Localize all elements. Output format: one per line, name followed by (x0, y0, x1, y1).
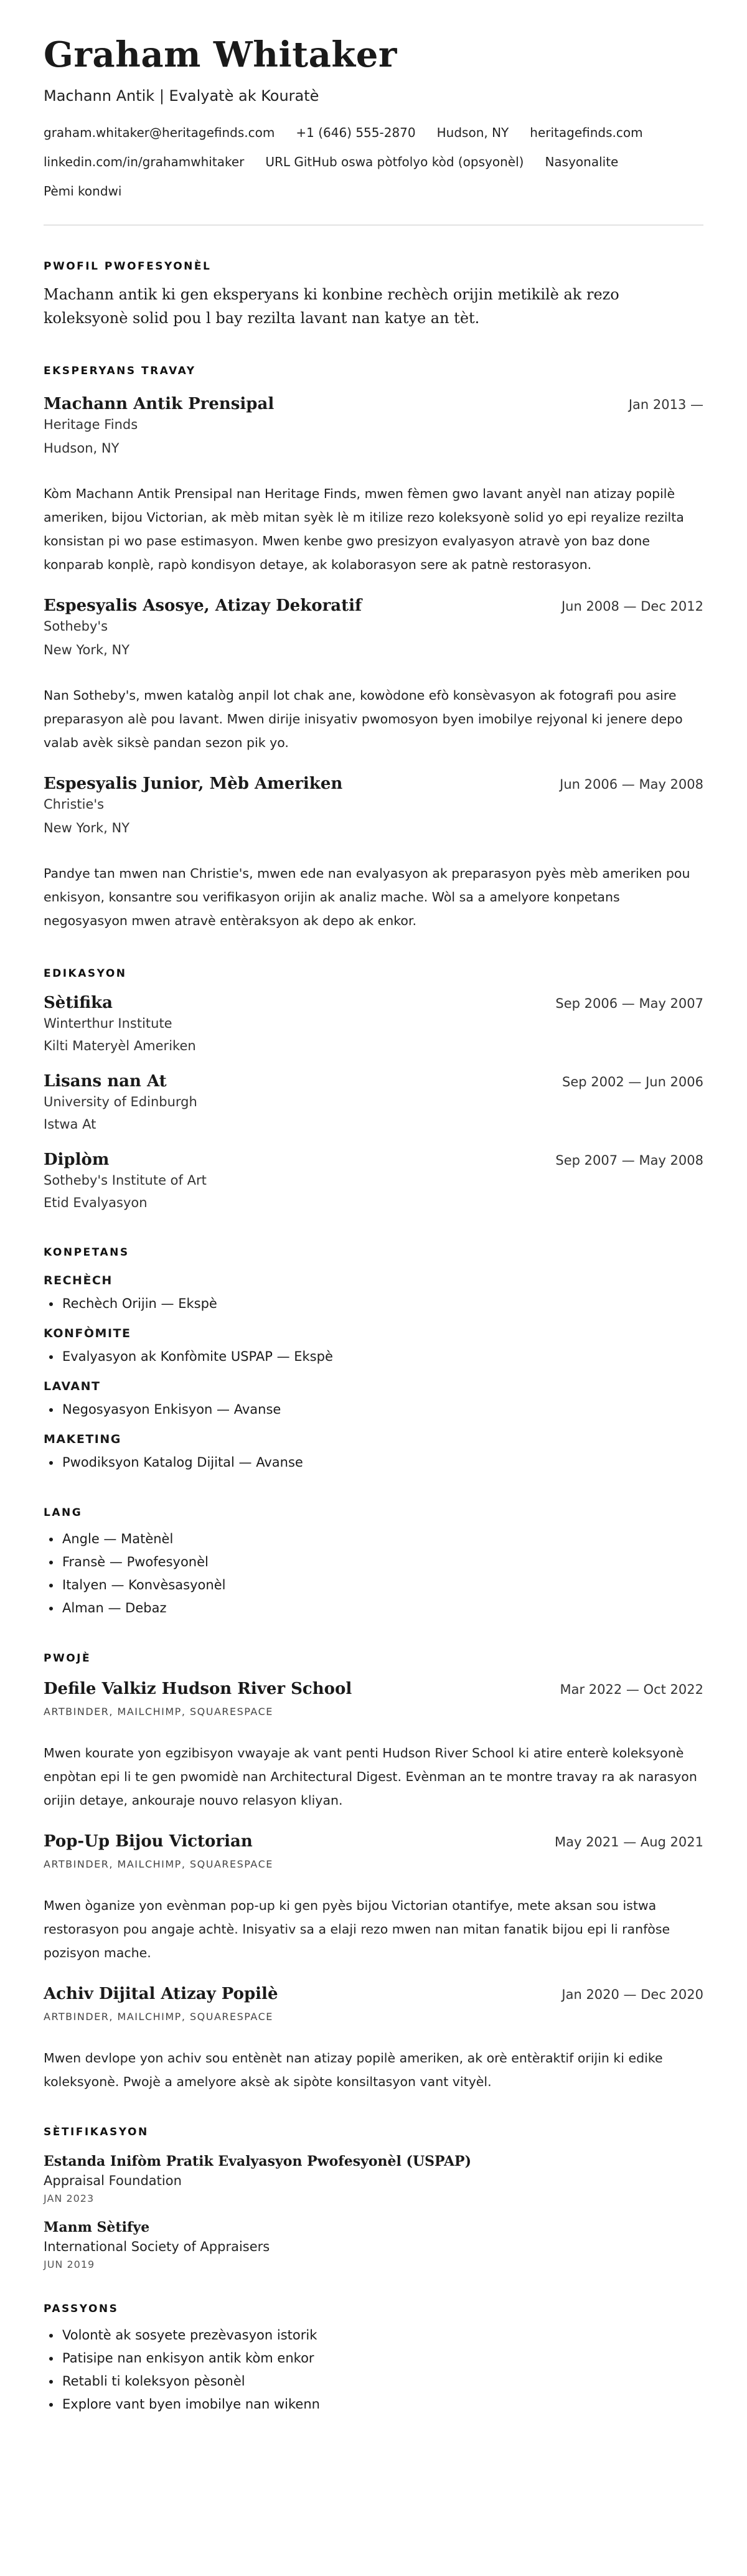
project-entry (44, 1985, 703, 2094)
interests-section (44, 2303, 703, 2416)
project-tools: ARTBINDER, MAILCHIMP, SQUARESPACE (44, 2010, 273, 2023)
education-entry (44, 994, 703, 1057)
project-entry (44, 1680, 703, 1812)
certification-issuer: Appraisal Foundation (44, 2173, 182, 2188)
skill-item: • Pwodiksyon Katalog Dijital — Avanse (61, 1451, 703, 1474)
certification-entry (44, 2219, 703, 2270)
skill-category: KONFÒMITE (44, 1326, 131, 1340)
certification-entry (44, 2153, 703, 2204)
language-item: • Italyen — Konvèsasyonèl (61, 1574, 703, 1597)
skill-item: • Evalyasyon ak Konfòmite USPAP — Ekspè (61, 1345, 703, 1368)
experience-entry (44, 774, 703, 933)
skill-category: LAVANT (44, 1379, 101, 1393)
language-item: • Fransè — Pwofesyonèl (61, 1551, 703, 1574)
language-item: • Alman — Debaz (61, 1597, 703, 1620)
job-location: Hudson, NY (44, 440, 120, 456)
project-description: Mwen òganize yon evènman pop-up ki gen pyès bijou Victorian otantifye, mete aksan sou istwa restorasyon pou angaje achtè. Inisyativ sa a elaji rezo mwen nan mitan fanatik bijou epi li ranfòse pozisyon mache. (44, 1897, 670, 1960)
experience-entry (44, 596, 703, 754)
job-description: Pandye tan mwen nan Christie's, mwen ede nan evalyasyon ak preparasyon pyès mèb ameriken pou enkisyon, konsantre sou verifikasyon orijin ak analiz mache. Wòl sa a amelyore konpetans negosyasyon mwen atravè entèraksyon ak depo ak enkor. (44, 865, 690, 928)
section-title: PWOJÈ (44, 1652, 92, 1665)
field-of-study: Istwa At (44, 1116, 96, 1132)
skill-item: • Rechèch Orijin — Ekspè (61, 1292, 703, 1315)
candidate-name: Graham Whitaker (44, 34, 397, 75)
education-entry (44, 1150, 703, 1214)
projects-section (44, 1652, 703, 2094)
job-description: Kòm Machann Antik Prensipal nan Heritage Finds, mwen fèmen gwo lavant anyèl nan atizay popilè ameriken, bijou Victorian, ak mèb mitan syèk lè m itilize rezo koleksyonè solid yo epi reyalize rezilta konsistan pi wo pase estimasyon. Mwen kenbe gwo presizyon evalyasyon atravè yon baz done konparab konplè, rapò kondisyon detaye, ak kolaborasyon sere ak patnè restorasyon. (44, 486, 684, 572)
education-entry (44, 1072, 703, 1135)
contact-website[interactable]: heritagefinds.com (530, 125, 643, 140)
section-title: PASSYONS (44, 2302, 119, 2315)
project-date: May 2021 — Aug 2021 (554, 1834, 703, 1850)
job-title: Espesyalis Junior, Mèb Ameriken (44, 774, 343, 793)
project-date: Mar 2022 — Oct 2022 (560, 1681, 703, 1697)
section-title: KONPETANS (44, 1246, 129, 1259)
contact-info (44, 118, 703, 206)
experience-section (44, 365, 703, 933)
interest-item: • Volontè ak sosyete prezèvasyon istorik (61, 2324, 703, 2347)
degree: Lisans nan At (44, 1071, 167, 1091)
project-tools: ARTBINDER, MAILCHIMP, SQUARESPACE (44, 1705, 273, 1718)
education-date: Sep 2006 — May 2007 (555, 995, 703, 1011)
company: Heritage Finds (44, 416, 138, 432)
summary-text: Machann antik ki gen eksperyans ki konbine rechèch orijin metikilè ak rezo koleksyonè solid pou l bay rezilta lavant nan katye an tèt. (44, 285, 619, 327)
interest-item: • Explore vant byen imobilye nan wikenn (61, 2393, 703, 2416)
company: Sotheby's (44, 618, 108, 634)
job-location: New York, NY (44, 820, 130, 835)
summary-section (44, 260, 703, 330)
certification-date: JAN 2023 (44, 2192, 95, 2204)
project-tools: ARTBINDER, MAILCHIMP, SQUARESPACE (44, 1858, 273, 1870)
project-name: Achiv Dijital Atizay Popilè (44, 1984, 278, 2003)
field-of-study: Etid Evalyasyon (44, 1195, 148, 1210)
languages-section (44, 1507, 703, 1620)
job-date: Jun 2008 — Dec 2012 (561, 598, 703, 614)
job-title: Espesyalis Asosye, Atizay Dekoratif (44, 596, 362, 615)
project-description: Mwen devlope yon achiv sou entènèt nan atizay popilè ameriken, ak orè entèraktif orijin ki edike koleksyonè. Pwojè a amelyore aksè ak sipòte konsiltasyon vant vityèl. (44, 2050, 663, 2089)
skill-group (44, 1274, 703, 1315)
language-item: • Angle — Matènèl (61, 1528, 703, 1551)
section-title: PWOFIL PWOFESYONÈL (44, 260, 212, 273)
skills-section (44, 1246, 703, 1474)
section-title: EDIKASYON (44, 967, 127, 980)
skill-category: RECHÈCH (44, 1273, 113, 1287)
skill-group (44, 1432, 703, 1474)
section-title: LANG (44, 1506, 83, 1519)
contact-phone[interactable]: +1 (646) 555-2870 (296, 125, 416, 140)
degree: Sètifika (44, 993, 113, 1012)
certification-name: Manm Sètifye (44, 2219, 150, 2235)
certifications-section (44, 2126, 703, 2270)
education-date: Sep 2002 — Jun 2006 (562, 1074, 703, 1089)
project-description: Mwen kourate yon egzibisyon vwayaje ak vant penti Hudson River School ki atire enterè koleksyonè enpòtan epi li te gen pwomidè nan Architectural Digest. Evènman an te montre travay ra ak narasyon orijin detaye, ankouraje nouvo relasyon kliyan. (44, 1745, 697, 1808)
contact-linkedin[interactable]: linkedin.com/in/grahamwhitaker (44, 154, 245, 169)
education-section (44, 967, 703, 1214)
interest-item: • Retabli ti koleksyon pèsonèl (61, 2370, 703, 2393)
skill-category: MAKETING (44, 1432, 121, 1446)
field-of-study: Kilti Materyèl Ameriken (44, 1038, 196, 1053)
project-date: Jan 2020 — Dec 2020 (561, 1986, 703, 2002)
project-name: Pop-Up Bijou Victorian (44, 1831, 253, 1851)
headline: Machann Antik | Evalyatè ak Kouratè (44, 87, 319, 105)
job-date: Jun 2006 — May 2008 (560, 776, 703, 792)
interest-item: • Patisipe nan enkisyon antik kòm enkor (61, 2347, 703, 2370)
job-location: New York, NY (44, 642, 130, 657)
skill-group (44, 1327, 703, 1368)
contact-location: Hudson, NY (436, 125, 509, 140)
degree: Diplòm (44, 1150, 110, 1169)
certification-name: Estanda Inifòm Pratik Evalyasyon Pwofesyonèl (USPAP) (44, 2153, 472, 2169)
certification-date: JUN 2019 (44, 2258, 95, 2270)
section-title: SÈTIFIKASYON (44, 2125, 149, 2138)
skill-item: • Negosyasyon Enkisyon — Avanse (61, 1398, 703, 1421)
resume-header (44, 36, 703, 225)
job-description: Nan Sotheby's, mwen katalòg anpil lot chak ane, kowòdone efò konsèvasyon ak fotografi pou asire preparasyon alè pou lavant. Mwen dirije inisyativ pwomosyon byen imobilye rejyonal ki jenere depo valab avèk siksè pandan sezon pik yo. (44, 687, 683, 750)
company: Christie's (44, 796, 105, 812)
education-date: Sep 2007 — May 2008 (555, 1152, 703, 1168)
job-title: Machann Antik Prensipal (44, 394, 275, 413)
project-entry (44, 1832, 703, 1965)
section-title: EKSPERYANS TRAVAY (44, 364, 196, 377)
contact-license: Pèmi kondwi (44, 183, 122, 199)
school: Winterthur Institute (44, 1015, 172, 1031)
school: Sotheby's Institute of Art (44, 1172, 207, 1188)
contact-portfolio[interactable]: URL GitHub oswa pòtfolyo kòd (opsyonèl) (265, 154, 524, 169)
job-date: Jan 2013 — (628, 397, 703, 412)
school: University of Edinburgh (44, 1094, 197, 1109)
skill-group (44, 1380, 703, 1421)
experience-entry (44, 395, 703, 576)
contact-nationality: Nasyonalite (545, 154, 619, 169)
contact-email[interactable]: graham.whitaker@heritagefinds.com (44, 125, 275, 140)
certification-issuer: International Society of Appraisers (44, 2239, 270, 2254)
project-name: Defile Valkiz Hudson River School (44, 1679, 352, 1698)
